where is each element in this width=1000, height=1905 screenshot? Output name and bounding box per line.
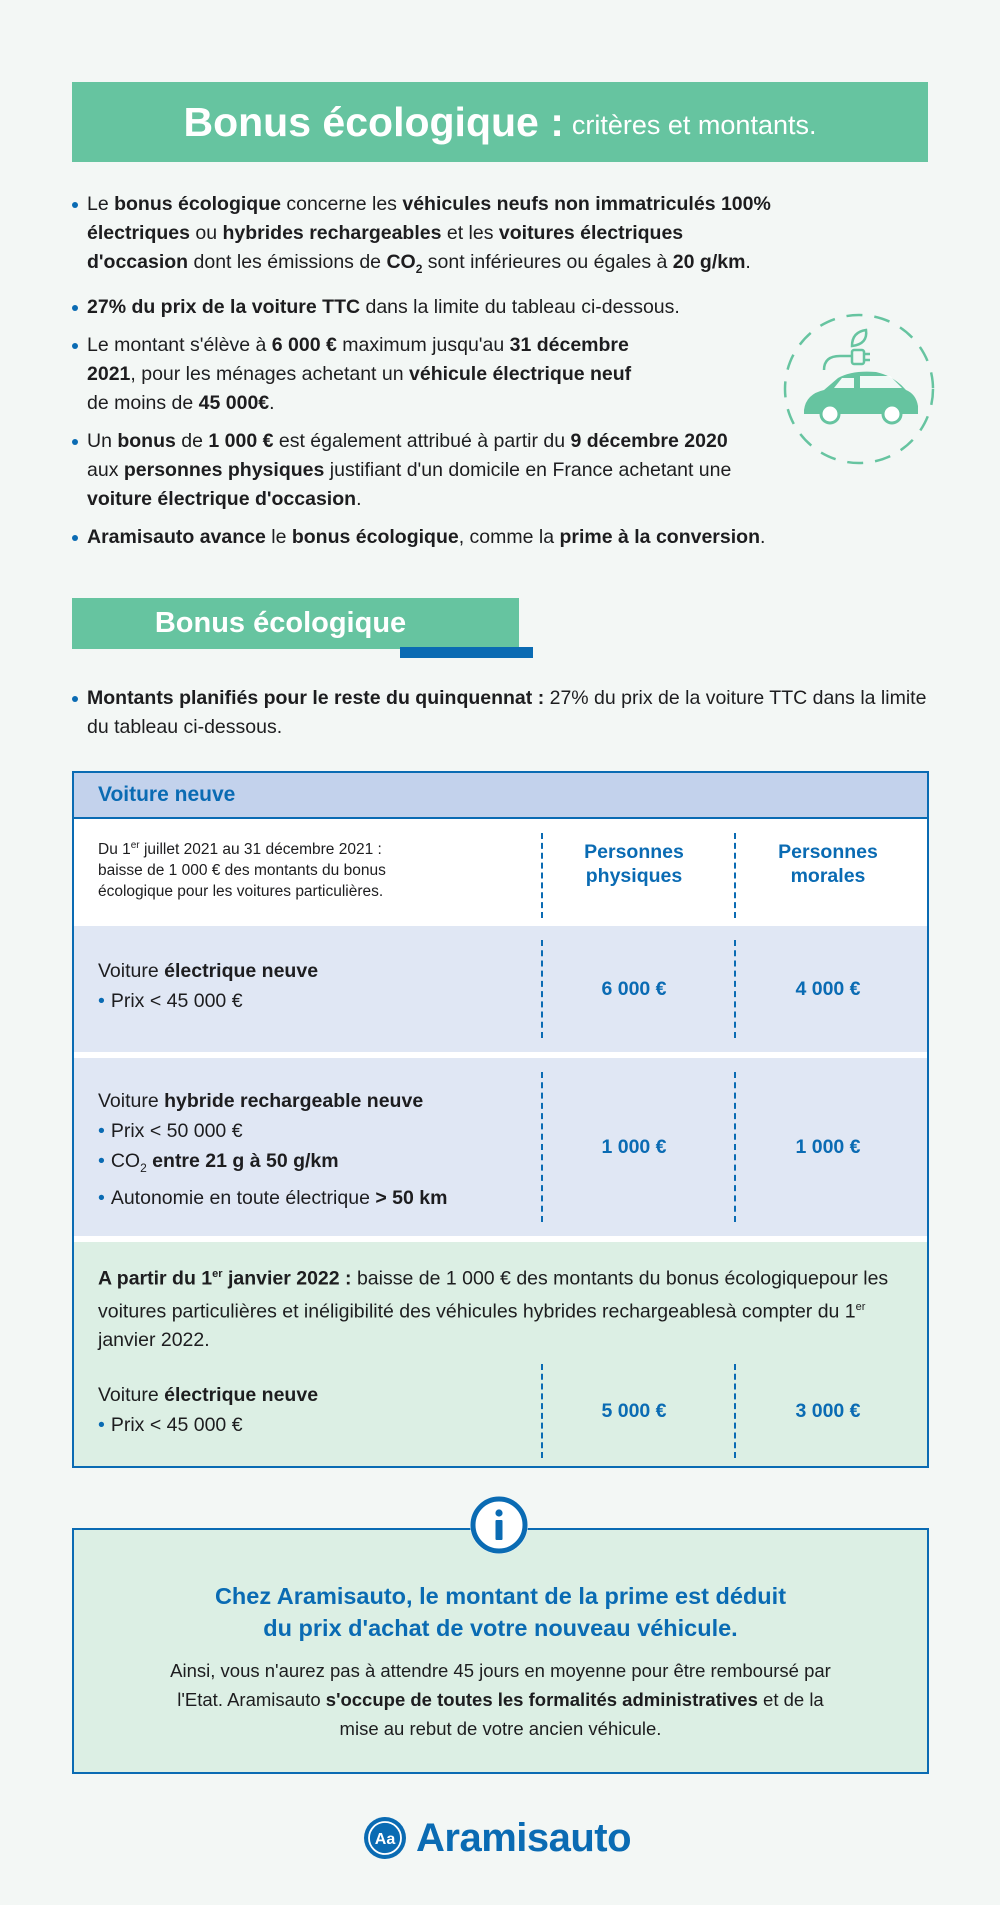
svg-text:Aa: Aa: [374, 1831, 396, 1848]
info-text: Ainsi, vous n'aurez pas à attendre 45 jours en moyenne pour être remboursé par l'Etat. Aramisauto s'occupe de toutes les formalités administratives et de la mise au rebut de votre ancien véhicule.: [170, 1660, 831, 1739]
banner-subtitle: critères et montants.: [571, 109, 817, 140]
intro-item-4: Un bonus de 1 000 € est également attribué à partir du 9 décembre 2020 aux personnes physiques justifiant d'un domicile en France achetant une voiture électrique d'occasion.: [72, 427, 762, 514]
table-row: [74, 926, 927, 1052]
intro-item-5: Aramisauto avance le bonus écologique, comme la prime à la conversion.: [72, 523, 772, 552]
row-2022-note: A partir du 1er janvier 2022 : baisse de 1 000 € des montants du bonus écologiquepour les voitures particulières et inéligibilité des véhicules hybrides rechargeablesà compter du 1er janvier 2022.: [98, 1267, 889, 1351]
montants-paragraph: Montants planifiés pour le reste du quinquennat : 27% du prix de la voiture TTC dans la limite du tableau ci-dessous.: [72, 684, 952, 742]
section-title-banner: Bonus écologique: [72, 598, 519, 649]
table-row-2022: [74, 1242, 927, 1466]
row-label: Voiture hybride rechargeable neuve • Prix < 50 000 € • $CO_2$ entre 21 g à 50 g/km • Autonomie en toute électrique > 50 km: [98, 1090, 448, 1209]
table-header: Voiture neuve: [74, 773, 927, 819]
section-accent-bar: [400, 647, 533, 658]
intro-list: [72, 190, 772, 561]
column-personnes-morales: Personnes morales: [778, 841, 878, 887]
table-note: Du 1er juillet 2021 au 31 décembre 2021 : baisse de 1 000 € des montants du bonus écologique pour les voitures particulières.: [98, 840, 386, 901]
row-label: Voiture électrique neuve • Prix < 45 000 €: [98, 960, 319, 1012]
amount-cell: 5 000 €: [601, 1400, 667, 1422]
logo-mark-icon: [362, 1815, 408, 1861]
electric-car-icon: [780, 310, 938, 468]
info-icon: [470, 1496, 528, 1554]
table-row: [74, 1058, 927, 1236]
row-label: Voiture électrique neuve • Prix < 45 000 €: [98, 1384, 319, 1436]
intro-item-3: Le montant s'élève à 6 000 € maximum jusqu'au 31 décembre 2021, pour les ménages achetant un véhicule électrique neuf de moins de 45 000€.: [72, 331, 632, 418]
info-title: Chez Aramisauto, le montant de la prime est déduit du prix d'achat de votre nouveau véhicule.: [214, 1583, 787, 1641]
info-box: [72, 1528, 929, 1774]
column-personnes-physiques: Personnes physiques: [584, 841, 684, 887]
amount-cell: 1 000 €: [601, 1136, 667, 1158]
aramisauto-logo: [362, 1815, 631, 1861]
intro-item-1: Le bonus écologique concerne les véhicules neufs non immatriculés 100% électriques ou hybrides rechargeables et les voitures électriques d'occasion dont les émissions de $CO_2$ sont inférieures ou égales à 20 g/km.: [72, 190, 772, 284]
title-banner: [72, 82, 928, 162]
amount-cell: 3 000 €: [795, 1400, 861, 1422]
logo-wordmark: Aramisauto: [416, 1815, 632, 1860]
amount-cell: 4 000 €: [795, 978, 861, 1000]
banner-title: Bonus écologique :: [183, 98, 564, 145]
table-header-row: [74, 821, 927, 926]
bonus-table: [72, 771, 929, 1468]
amount-cell: 1 000 €: [795, 1136, 861, 1158]
intro-item-2: 27% du prix de la voiture TTC dans la limite du tableau ci-dessous.: [72, 293, 772, 322]
amount-cell: 6 000 €: [601, 978, 667, 1000]
